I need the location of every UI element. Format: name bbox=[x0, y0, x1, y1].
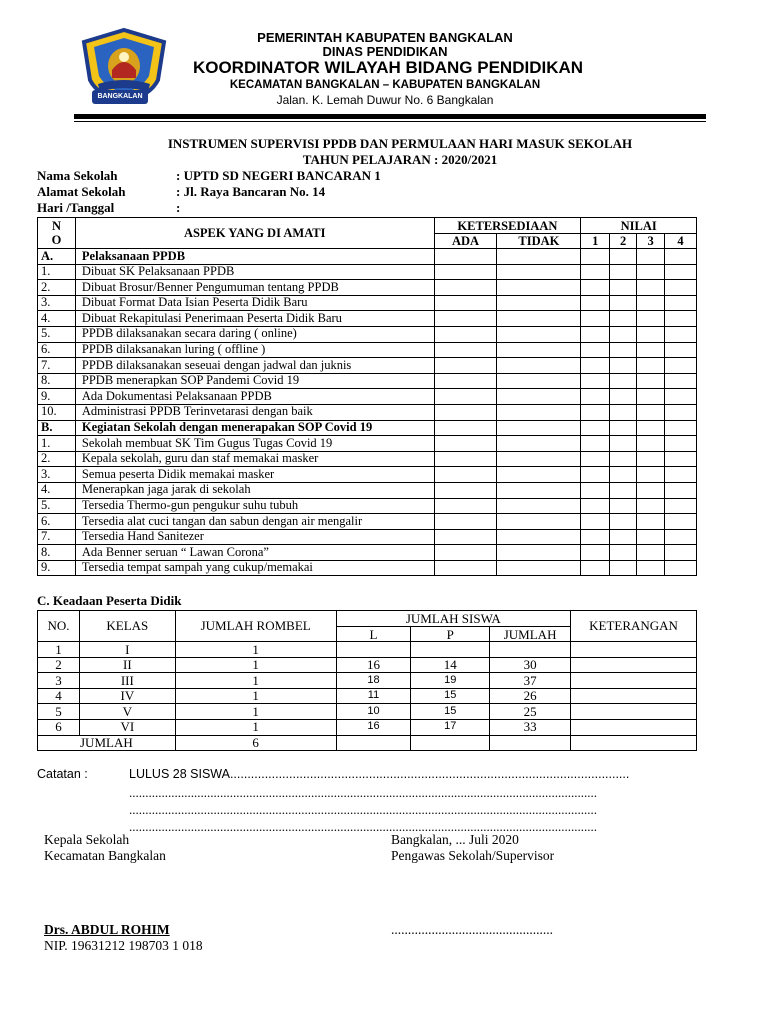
cell-ada bbox=[434, 420, 497, 436]
kop-line-5: Jalan. K. Lemah Duwur No. 6 Bangkalan bbox=[276, 93, 494, 107]
cell-nilai-2 bbox=[610, 389, 637, 405]
section-row bbox=[38, 420, 697, 436]
catatan-label: Catatan : bbox=[37, 767, 88, 781]
cell-nilai-4 bbox=[665, 545, 697, 561]
row-no: 6 bbox=[38, 719, 80, 735]
cell-nilai-3 bbox=[637, 451, 665, 467]
cell-tidak bbox=[497, 482, 581, 498]
row-aspect-text: PPDB menerapkan SOP Pandemi Covid 19 bbox=[75, 373, 434, 389]
row-number: 5. bbox=[38, 498, 76, 514]
row-number: 6. bbox=[38, 342, 76, 358]
kop-divider-thin bbox=[74, 121, 706, 122]
identity-label-hari-tanggal: Hari /Tanggal bbox=[37, 200, 115, 215]
cell-nilai-2 bbox=[610, 311, 637, 327]
aspect-row bbox=[38, 498, 697, 514]
row-jumlah: 25 bbox=[490, 704, 571, 720]
header-ada: ADA bbox=[434, 234, 497, 249]
student-row bbox=[38, 688, 697, 704]
row-jumlah: 33 bbox=[490, 719, 571, 735]
cell-nilai-4 bbox=[665, 342, 697, 358]
row-keterangan bbox=[571, 673, 697, 689]
row-aspect-text: Dibuat Rekapitulasi Penerimaan Peserta Didik Baru bbox=[75, 311, 434, 327]
header-p: P bbox=[411, 627, 490, 642]
row-p: 15 bbox=[411, 688, 490, 704]
row-number: 7. bbox=[38, 529, 76, 545]
cell-nilai-1 bbox=[581, 389, 610, 405]
kop-line-1: PEMERINTAH KABUPATEN BANGKALAN bbox=[257, 30, 513, 45]
document-title: INSTRUMEN SUPERVISI PPDB DAN PERMULAAN HARI MASUK SEKOLAH bbox=[167, 136, 633, 151]
header-jumlah-rombel: JUMLAH ROMBEL bbox=[175, 611, 336, 642]
cell-nilai-3 bbox=[637, 280, 665, 296]
aspect-row bbox=[38, 514, 697, 530]
identity-value-nama-sekolah: : UPTD SD NEGERI BANCARAN 1 bbox=[176, 168, 381, 183]
aspect-row bbox=[38, 280, 697, 296]
row-number: 4. bbox=[38, 311, 76, 327]
cell-nilai-2 bbox=[610, 498, 637, 514]
row-keterangan bbox=[571, 688, 697, 704]
header-nilai-1: 1 bbox=[581, 234, 610, 249]
cell-nilai-4 bbox=[665, 311, 697, 327]
cell-nilai-2 bbox=[610, 249, 637, 265]
row-p: 14 bbox=[411, 657, 490, 673]
cell-nilai-1 bbox=[581, 482, 610, 498]
cell-nilai-3 bbox=[637, 389, 665, 405]
cell-tidak bbox=[497, 358, 581, 374]
cell-nilai-2 bbox=[610, 451, 637, 467]
cell-tidak bbox=[497, 342, 581, 358]
cell-ada bbox=[434, 373, 497, 389]
cell-nilai-3 bbox=[637, 467, 665, 483]
row-jumlah bbox=[490, 642, 571, 658]
aspect-row bbox=[38, 482, 697, 498]
cell-nilai-1 bbox=[581, 436, 610, 452]
cell-nilai-3 bbox=[637, 326, 665, 342]
cell-nilai-1 bbox=[581, 560, 610, 576]
row-aspect-text: Kepala sekolah, guru dan staf memakai masker bbox=[75, 451, 434, 467]
row-aspect-text: Sekolah membuat SK Tim Gugus Tugas Covid 19 bbox=[75, 436, 434, 452]
identity-label-alamat-sekolah: Alamat Sekolah bbox=[37, 184, 126, 199]
row-p: 15 bbox=[411, 704, 490, 720]
row-aspect-text: Tersedia tempat sampah yang cukup/memakai bbox=[75, 560, 434, 576]
row-aspect-text: Tersedia Thermo-gun pengukur suhu tubuh bbox=[75, 498, 434, 514]
aspect-row bbox=[38, 295, 697, 311]
row-number: 5. bbox=[38, 326, 76, 342]
cell-nilai-2 bbox=[610, 280, 637, 296]
row-rombel: 1 bbox=[175, 642, 336, 658]
total-label: JUMLAH bbox=[38, 735, 176, 750]
cell-ada bbox=[434, 249, 497, 265]
cell-nilai-4 bbox=[665, 436, 697, 452]
cell-tidak bbox=[497, 326, 581, 342]
cell-nilai-2 bbox=[610, 420, 637, 436]
cell-nilai-2 bbox=[610, 295, 637, 311]
row-rombel: 1 bbox=[175, 719, 336, 735]
cell-nilai-3 bbox=[637, 404, 665, 420]
aspect-row bbox=[38, 389, 697, 405]
row-number: 9. bbox=[38, 389, 76, 405]
row-number: 9. bbox=[38, 560, 76, 576]
cell-ada bbox=[434, 514, 497, 530]
row-jumlah: 30 bbox=[490, 657, 571, 673]
total-jumlah bbox=[490, 735, 571, 750]
aspect-row bbox=[38, 560, 697, 576]
row-aspect-text: Tersedia alat cuci tangan dan sabun dengan air mengalir bbox=[75, 514, 434, 530]
cell-nilai-3 bbox=[637, 358, 665, 374]
cell-nilai-1 bbox=[581, 373, 610, 389]
cell-nilai-4 bbox=[665, 295, 697, 311]
row-aspect-text: Ada Benner seruan “ Lawan Corona” bbox=[75, 545, 434, 561]
cell-nilai-2 bbox=[610, 404, 637, 420]
cell-ada bbox=[434, 295, 497, 311]
cell-nilai-3 bbox=[637, 482, 665, 498]
row-no: 4 bbox=[38, 688, 80, 704]
cell-nilai-1 bbox=[581, 498, 610, 514]
cell-nilai-3 bbox=[637, 342, 665, 358]
aspect-row bbox=[38, 326, 697, 342]
student-row bbox=[38, 657, 697, 673]
row-aspect-text: Dibuat Format Data Isian Peserta Didik Baru bbox=[75, 295, 434, 311]
cell-nilai-1 bbox=[581, 451, 610, 467]
aspect-row bbox=[38, 436, 697, 452]
row-jumlah: 26 bbox=[490, 688, 571, 704]
row-aspect-text: Ada Dokumentasi Pelaksanaan PPDB bbox=[75, 389, 434, 405]
row-number: 1. bbox=[38, 264, 76, 280]
cell-nilai-3 bbox=[637, 560, 665, 576]
cell-ada bbox=[434, 451, 497, 467]
cell-nilai-1 bbox=[581, 529, 610, 545]
cell-nilai-3 bbox=[637, 249, 665, 265]
cell-ada bbox=[434, 560, 497, 576]
cell-ada bbox=[434, 311, 497, 327]
cell-tidak bbox=[497, 436, 581, 452]
cell-nilai-1 bbox=[581, 404, 610, 420]
cell-nilai-1 bbox=[581, 311, 610, 327]
row-kelas: V bbox=[79, 704, 175, 720]
cell-nilai-2 bbox=[610, 342, 637, 358]
row-aspect-text: Dibuat Brosur/Benner Pengumuman tentang PPDB bbox=[75, 280, 434, 296]
row-number: A. bbox=[38, 249, 76, 265]
aspect-row bbox=[38, 373, 697, 389]
cell-nilai-1 bbox=[581, 264, 610, 280]
cell-ada bbox=[434, 389, 497, 405]
cell-nilai-2 bbox=[610, 560, 637, 576]
row-aspect-text: Administrasi PPDB Terinvetarasi dengan baik bbox=[75, 404, 434, 420]
student-row bbox=[38, 719, 697, 735]
header-keterangan: KETERANGAN bbox=[571, 611, 697, 642]
cell-nilai-4 bbox=[665, 498, 697, 514]
row-aspect-text: Kegiatan Sekolah dengan menerapakan SOP Covid 19 bbox=[75, 420, 434, 436]
cell-tidak bbox=[497, 451, 581, 467]
cell-nilai-2 bbox=[610, 529, 637, 545]
cell-ada bbox=[434, 436, 497, 452]
header-nilai-2: 2 bbox=[610, 234, 637, 249]
cell-tidak bbox=[497, 404, 581, 420]
cell-ada bbox=[434, 498, 497, 514]
cell-ada bbox=[434, 264, 497, 280]
student-row bbox=[38, 673, 697, 689]
cell-ada bbox=[434, 280, 497, 296]
cell-nilai-4 bbox=[665, 482, 697, 498]
cell-nilai-4 bbox=[665, 389, 697, 405]
row-aspect-text: Semua peserta Didik memakai masker bbox=[75, 467, 434, 483]
document-subtitle: TAHUN PELAJARAN : 2020/2021 bbox=[302, 152, 498, 167]
row-rombel: 1 bbox=[175, 657, 336, 673]
cell-nilai-4 bbox=[665, 420, 697, 436]
row-aspect-text: Menerapkan jaga jarak di sekolah bbox=[75, 482, 434, 498]
cell-nilai-4 bbox=[665, 280, 697, 296]
cell-nilai-2 bbox=[610, 467, 637, 483]
aspect-row bbox=[38, 467, 697, 483]
cell-nilai-4 bbox=[665, 529, 697, 545]
row-number: 8. bbox=[38, 373, 76, 389]
cell-nilai-4 bbox=[665, 264, 697, 280]
row-number: 4. bbox=[38, 482, 76, 498]
aspect-row bbox=[38, 358, 697, 374]
row-jumlah: 37 bbox=[490, 673, 571, 689]
cell-ada bbox=[434, 467, 497, 483]
total-l bbox=[336, 735, 411, 750]
cell-tidak bbox=[497, 373, 581, 389]
aspect-table bbox=[37, 217, 697, 576]
cell-nilai-1 bbox=[581, 545, 610, 561]
identity-value-hari-tanggal: : bbox=[176, 200, 181, 215]
row-kelas: VI bbox=[79, 719, 175, 735]
cell-tidak bbox=[497, 389, 581, 405]
cell-tidak bbox=[497, 498, 581, 514]
row-l: 16 bbox=[336, 719, 411, 735]
cell-nilai-3 bbox=[637, 295, 665, 311]
row-aspect-text: Dibuat SK Pelaksanaan PPDB bbox=[75, 264, 434, 280]
cell-ada bbox=[434, 545, 497, 561]
cell-nilai-2 bbox=[610, 514, 637, 530]
row-l: 16 bbox=[336, 657, 411, 673]
cell-tidak bbox=[497, 560, 581, 576]
cell-nilai-4 bbox=[665, 404, 697, 420]
header-no bbox=[38, 218, 76, 249]
header-l: L bbox=[336, 627, 411, 642]
row-p: 17 bbox=[411, 719, 490, 735]
row-aspect-text: PPDB dilaksanakan secara daring ( online) bbox=[75, 326, 434, 342]
catatan-line-2: ................................................................................................................................................ bbox=[129, 785, 597, 800]
cell-nilai-1 bbox=[581, 342, 610, 358]
cell-nilai-4 bbox=[665, 451, 697, 467]
row-p bbox=[411, 642, 490, 658]
aspect-row bbox=[38, 451, 697, 467]
header-no: NO. bbox=[38, 611, 80, 642]
cell-nilai-1 bbox=[581, 420, 610, 436]
letterhead bbox=[0, 0, 768, 125]
catatan-line-1: LULUS 28 SISWA................................................................................................................... bbox=[129, 767, 630, 781]
signature-right-name: ................................................ bbox=[391, 922, 553, 937]
row-l: 18 bbox=[336, 673, 411, 689]
signature-left-title-2: Kecamatan Bangkalan bbox=[44, 848, 166, 863]
header-ketersediaan: KETERSEDIAAN bbox=[434, 218, 581, 234]
header-jumlah: JUMLAH bbox=[490, 627, 571, 642]
cell-nilai-4 bbox=[665, 514, 697, 530]
row-kelas: IV bbox=[79, 688, 175, 704]
student-row bbox=[38, 642, 697, 658]
catatan-line-4: ................................................................................................................................................ bbox=[129, 819, 597, 834]
cell-nilai-3 bbox=[637, 436, 665, 452]
signature-left-title-1: Kepala Sekolah bbox=[44, 832, 130, 847]
aspect-row bbox=[38, 342, 697, 358]
header-nilai-3: 3 bbox=[637, 234, 665, 249]
aspect-row bbox=[38, 264, 697, 280]
row-number: 1. bbox=[38, 436, 76, 452]
signature-left-name: Drs. ABDUL ROHIM bbox=[44, 922, 170, 937]
logo-ribbon bbox=[92, 90, 148, 104]
row-l: 11 bbox=[336, 688, 411, 704]
row-no: 3 bbox=[38, 673, 80, 689]
cell-ada bbox=[434, 342, 497, 358]
row-no: 5 bbox=[38, 704, 80, 720]
header-tidak: TIDAK bbox=[497, 234, 581, 249]
row-number: 10. bbox=[38, 404, 76, 420]
header-no-line1: N bbox=[51, 219, 61, 233]
header-kelas: KELAS bbox=[79, 611, 175, 642]
cell-tidak bbox=[497, 311, 581, 327]
aspect-row bbox=[38, 529, 697, 545]
row-number: 8. bbox=[38, 545, 76, 561]
row-p: 19 bbox=[411, 673, 490, 689]
cell-ada bbox=[434, 358, 497, 374]
row-kelas: I bbox=[79, 642, 175, 658]
row-aspect-text: Pelaksanaan PPDB bbox=[75, 249, 434, 265]
row-number: 7. bbox=[38, 358, 76, 374]
kop-line-2: DINAS PENDIDIKAN bbox=[322, 44, 448, 59]
student-row bbox=[38, 704, 697, 720]
section-row bbox=[38, 249, 697, 265]
row-keterangan bbox=[571, 704, 697, 720]
student-table bbox=[37, 610, 697, 751]
cell-nilai-1 bbox=[581, 295, 610, 311]
cell-tidak bbox=[497, 295, 581, 311]
cell-nilai-4 bbox=[665, 249, 697, 265]
cell-nilai-4 bbox=[665, 358, 697, 374]
row-no: 1 bbox=[38, 642, 80, 658]
cell-nilai-4 bbox=[665, 373, 697, 389]
total-p bbox=[411, 735, 490, 750]
cell-nilai-4 bbox=[665, 560, 697, 576]
kop-line-4: KECAMATAN BANGKALAN – KABUPATEN BANGKALAN bbox=[229, 79, 541, 91]
row-number: 6. bbox=[38, 514, 76, 530]
cell-nilai-2 bbox=[610, 358, 637, 374]
row-number: 2. bbox=[38, 280, 76, 296]
cell-nilai-3 bbox=[637, 373, 665, 389]
cell-nilai-1 bbox=[581, 358, 610, 374]
cell-nilai-4 bbox=[665, 467, 697, 483]
aspect-row bbox=[38, 311, 697, 327]
row-l: 10 bbox=[336, 704, 411, 720]
cell-tidak bbox=[497, 514, 581, 530]
signature-right-title-2: Pengawas Sekolah/Supervisor bbox=[391, 848, 555, 863]
row-keterangan bbox=[571, 642, 697, 658]
cell-ada bbox=[434, 529, 497, 545]
cell-nilai-3 bbox=[637, 498, 665, 514]
row-keterangan bbox=[571, 657, 697, 673]
cell-tidak bbox=[497, 420, 581, 436]
cell-nilai-3 bbox=[637, 264, 665, 280]
cell-nilai-2 bbox=[610, 264, 637, 280]
signature-right-title-1: Bangkalan, ... Juli 2020 bbox=[391, 832, 519, 847]
row-number: 3. bbox=[38, 295, 76, 311]
row-aspect-text: PPDB dilaksanakan seseuai dengan jadwal dan juknis bbox=[75, 358, 434, 374]
section-c-title: C. Keadaan Peserta Didik bbox=[37, 593, 182, 608]
cell-nilai-3 bbox=[637, 420, 665, 436]
row-kelas: III bbox=[79, 673, 175, 689]
kop-divider-thick bbox=[74, 114, 706, 119]
cell-nilai-2 bbox=[610, 545, 637, 561]
row-kelas: II bbox=[79, 657, 175, 673]
header-nilai-4: 4 bbox=[665, 234, 697, 249]
cell-nilai-2 bbox=[610, 482, 637, 498]
cell-ada bbox=[434, 326, 497, 342]
header-nilai: NILAI bbox=[581, 218, 697, 234]
cell-nilai-3 bbox=[637, 529, 665, 545]
row-l bbox=[336, 642, 411, 658]
cell-ada bbox=[434, 404, 497, 420]
cell-ada bbox=[434, 482, 497, 498]
cell-nilai-1 bbox=[581, 467, 610, 483]
header-aspek: ASPEK YANG DI AMATI bbox=[75, 218, 434, 249]
cell-nilai-2 bbox=[610, 436, 637, 452]
identity-value-alamat-sekolah: : Jl. Raya Bancaran No. 14 bbox=[176, 184, 326, 199]
header-jumlah-siswa: JUMLAH SISWA bbox=[336, 611, 570, 627]
cell-nilai-2 bbox=[610, 326, 637, 342]
cell-tidak bbox=[497, 529, 581, 545]
identity-label-nama-sekolah: Nama Sekolah bbox=[37, 168, 118, 183]
cell-nilai-1 bbox=[581, 249, 610, 265]
cell-nilai-3 bbox=[637, 311, 665, 327]
cell-nilai-1 bbox=[581, 280, 610, 296]
total-rombel: 6 bbox=[175, 735, 336, 750]
row-rombel: 1 bbox=[175, 688, 336, 704]
cell-tidak bbox=[497, 545, 581, 561]
row-number: 3. bbox=[38, 467, 76, 483]
cell-nilai-1 bbox=[581, 514, 610, 530]
row-number: 2. bbox=[38, 451, 76, 467]
aspect-row bbox=[38, 404, 697, 420]
total-keterangan bbox=[571, 735, 697, 750]
row-rombel: 1 bbox=[175, 673, 336, 689]
cell-nilai-2 bbox=[610, 373, 637, 389]
row-no: 2 bbox=[38, 657, 80, 673]
row-number: B. bbox=[38, 420, 76, 436]
cell-tidak bbox=[497, 467, 581, 483]
cell-nilai-3 bbox=[637, 545, 665, 561]
cell-tidak bbox=[497, 249, 581, 265]
catatan-line-3: ................................................................................................................................................ bbox=[129, 802, 597, 817]
cell-nilai-1 bbox=[581, 326, 610, 342]
cell-nilai-4 bbox=[665, 326, 697, 342]
row-aspect-text: Tersedia Hand Sanitezer bbox=[75, 529, 434, 545]
kop-line-3: KOORDINATOR WILAYAH BIDANG PENDIDIKAN bbox=[192, 58, 584, 77]
logo-text: BANGKALAN bbox=[97, 93, 143, 100]
cell-tidak bbox=[497, 264, 581, 280]
row-keterangan bbox=[571, 719, 697, 735]
aspect-row bbox=[38, 545, 697, 561]
signature-left-nip: NIP. 19631212 198703 1 018 bbox=[44, 938, 203, 953]
cell-nilai-3 bbox=[637, 514, 665, 530]
cell-tidak bbox=[497, 280, 581, 296]
header-no-line2: O bbox=[51, 233, 62, 247]
row-rombel: 1 bbox=[175, 704, 336, 720]
row-aspect-text: PPDB dilaksanakan luring ( offline ) bbox=[75, 342, 434, 358]
